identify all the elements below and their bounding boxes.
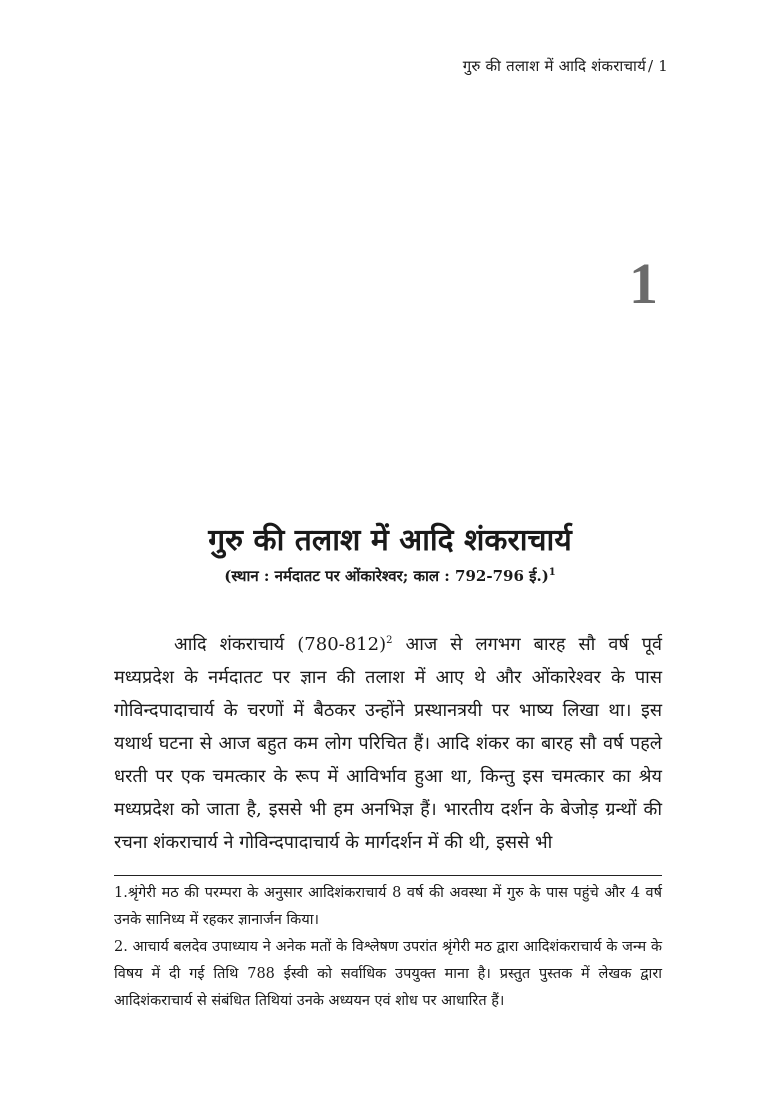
body-text-part-2: आज से लगभग बारह सौ वर्ष पूर्व मध्यप्रदेश के नर्मदातट पर ज्ञान की तलाश में आए थे और ओंकारेश्वर के पास गोविन्दपादाचार्य के चरणों में बैठकर उन्होंने प्रस्थानत्रयी पर भाष्य लिखा था। इस यथार्थ घटना से आज बहुत कम लोग परिचित हैं। आदि शंकर का बारह सौ वर्ष पहले धरती पर एक चमत्कार के रूप में आविर्भाव हुआ था, किन्तु इस चमत्कार का श्रेय मध्यप्रदेश को जाता है, इससे भी हम अनभिज्ञ हैं। भारतीय दर्शन के बेजोड़ ग्रन्थों की रचना शंकराचार्य ने गोविन्दपादाचार्य के मार्गदर्शन में की थी, इससे भी — [114, 634, 662, 853]
running-head-title: गुरु की तलाश में आदि शंकराचार्य — [462, 57, 647, 75]
chapter-subtitle — [0, 566, 780, 586]
footnote-1: 1.श्रृंगेरी मठ की परम्परा के अनुसार आदिशंकराचार्य 8 वर्ष की अवस्था में गुरु के पास पहुंचे और 4 वर्ष उनके सानिध्य में रहकर ज्ञानार्जन किया। — [114, 885, 662, 928]
chapter-title: गुरु की तलाश में आदि शंकराचार्य — [208, 523, 572, 558]
footnote-divider — [114, 875, 662, 876]
footnote-ref-1: 1 — [548, 567, 556, 578]
running-head — [463, 56, 668, 76]
running-head-separator: / — [648, 57, 654, 75]
chapter-subtitle-text: (स्थान : नर्मदातट पर ओंकारेश्वर; काल : 792-796 ई.) — [224, 567, 549, 585]
chapter-number: 1 — [629, 251, 658, 316]
page-number: 1 — [658, 57, 668, 75]
body-paragraph — [114, 628, 662, 859]
body-text-part-1: आदि शंकराचार्य (780-812) — [174, 634, 387, 655]
footnote-ref-2: 2 — [386, 635, 393, 646]
footnotes — [114, 880, 662, 1015]
footnote-2: 2. आचार्य बलदेव उपाध्याय ने अनेक मतों के विश्लेषण उपरांत श्रृंगेरी मठ द्वारा आदिशंकराचार्य के जन्म के विषय में दी गई तिथि 788 ईस्वी को सर्वाधिक उपयुक्त माना है। प्रस्तुत पुस्तक में लेखक द्वारा आदिशंकराचार्य से संबंधित तिथियां उनके अध्ययन एवं शोध पर आधारित हैं। — [114, 939, 662, 1009]
